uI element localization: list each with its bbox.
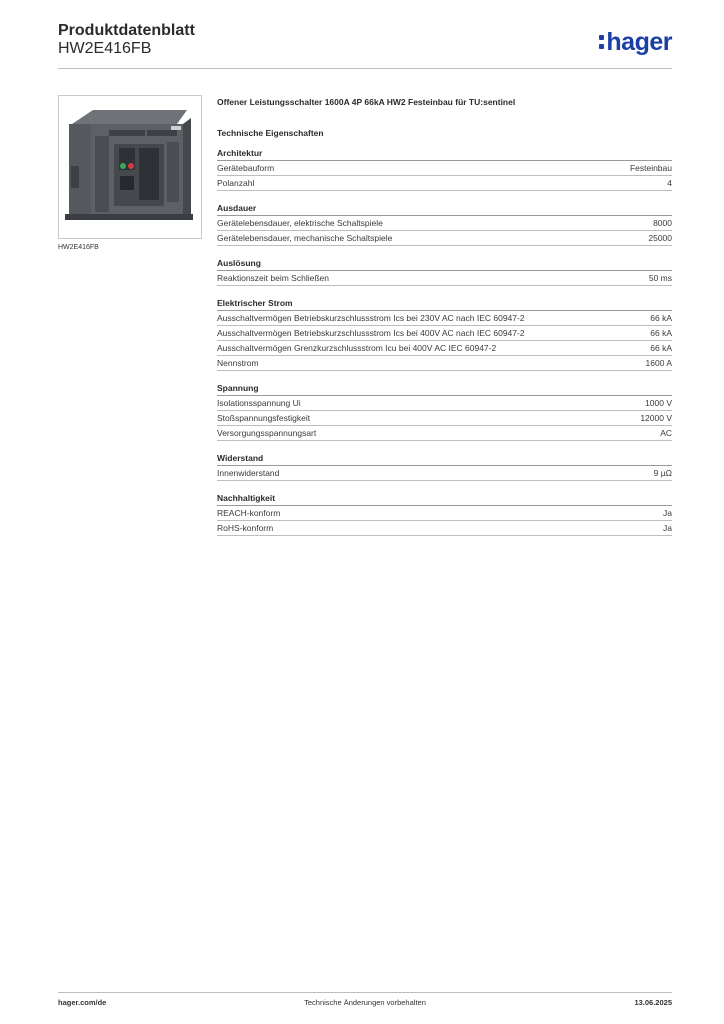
section-title: Architektur (217, 148, 672, 161)
section-title: Auslösung (217, 258, 672, 271)
property-row (217, 231, 672, 246)
image-caption: HW2E416FB (58, 244, 99, 251)
page-header (58, 22, 672, 58)
property-value: 66 kA (650, 343, 672, 353)
property-section (217, 148, 672, 191)
property-value: 66 kA (650, 313, 672, 323)
property-value: 4 (667, 178, 672, 188)
properties-sections (217, 148, 672, 536)
property-label: RoHS-konform (217, 523, 274, 533)
property-value: 1600 A (645, 358, 672, 368)
property-label: Reaktionszeit beim Schließen (217, 273, 329, 283)
property-value: 50 ms (648, 273, 672, 283)
property-section (217, 258, 672, 286)
section-title: Widerstand (217, 453, 672, 466)
circuit-breaker-icon (59, 96, 201, 238)
property-row (217, 521, 672, 536)
property-label: Nennstrom (217, 358, 259, 368)
property-row (217, 466, 672, 481)
property-row (217, 396, 672, 411)
property-label: Ausschaltvermögen Grenzkurzschlussstrom Icu bei 400V AC IEC 60947-2 (217, 343, 497, 353)
property-section (217, 453, 672, 481)
property-label: Ausschaltvermögen Betriebskurzschlussstrom Ics bei 400V AC nach IEC 60947-2 (217, 328, 525, 338)
property-row (217, 161, 672, 176)
product-code: HW2E416FB (58, 40, 152, 57)
property-section (217, 493, 672, 536)
property-value: Ja (663, 508, 672, 518)
footer-disclaimer: Technische Änderungen vorbehalten (304, 998, 426, 1007)
property-value: 66 kA (650, 328, 672, 338)
footer-website[interactable]: hager.com/de (58, 998, 107, 1007)
property-value: 8000 (653, 218, 672, 228)
property-row (217, 356, 672, 371)
document-title: Produktdatenblatt (58, 22, 195, 39)
logo-text: hager (606, 28, 672, 56)
footer-divider (58, 992, 672, 993)
property-label: Versorgungsspannungsart (217, 428, 317, 438)
property-row (217, 271, 672, 286)
property-row (217, 341, 672, 356)
property-row (217, 216, 672, 231)
property-row (217, 506, 672, 521)
property-row (217, 326, 672, 341)
property-section (217, 383, 672, 441)
property-label: Polanzahl (217, 178, 255, 188)
property-value: 1000 V (645, 398, 672, 408)
section-title: Elektrischer Strom (217, 298, 672, 311)
property-label: Innenwiderstand (217, 468, 280, 478)
product-description: Offener Leistungsschalter 1600A 4P 66kA HW2 Festeinbau für TU:sentinel (217, 97, 516, 107)
property-value: AC (660, 428, 672, 438)
property-row (217, 426, 672, 441)
technical-properties-heading: Technische Eigenschaften (217, 128, 324, 138)
section-title: Nachhaltigkeit (217, 493, 672, 506)
footer-date: 13.06.2025 (634, 998, 672, 1007)
property-value: Ja (663, 523, 672, 533)
property-section (217, 298, 672, 371)
property-value: 25000 (648, 233, 672, 243)
hager-logo (599, 28, 672, 57)
logo-dots-icon (599, 28, 605, 52)
property-value: Festeinbau (629, 163, 672, 173)
property-label: Gerätelebensdauer, mechanische Schaltspiele (217, 233, 393, 243)
property-label: REACH-konform (217, 508, 281, 518)
property-row (217, 176, 672, 191)
property-value: 9 µΩ (653, 468, 672, 478)
header-divider (58, 68, 672, 69)
section-title: Ausdauer (217, 203, 672, 216)
property-row (217, 411, 672, 426)
property-label: Stoßspannungsfestigkeit (217, 413, 311, 423)
property-section (217, 203, 672, 246)
product-image (58, 95, 202, 239)
main-content (217, 96, 672, 536)
section-title: Spannung (217, 383, 672, 396)
property-label: Gerätelebensdauer, elektrische Schaltspiele (217, 218, 383, 228)
property-label: Isolationsspannung Ui (217, 398, 301, 408)
property-value: 12000 V (640, 413, 672, 423)
property-row (217, 311, 672, 326)
property-label: Gerätebauform (217, 163, 275, 173)
property-label: Ausschaltvermögen Betriebskurzschlussstrom Ics bei 230V AC nach IEC 60947-2 (217, 313, 525, 323)
